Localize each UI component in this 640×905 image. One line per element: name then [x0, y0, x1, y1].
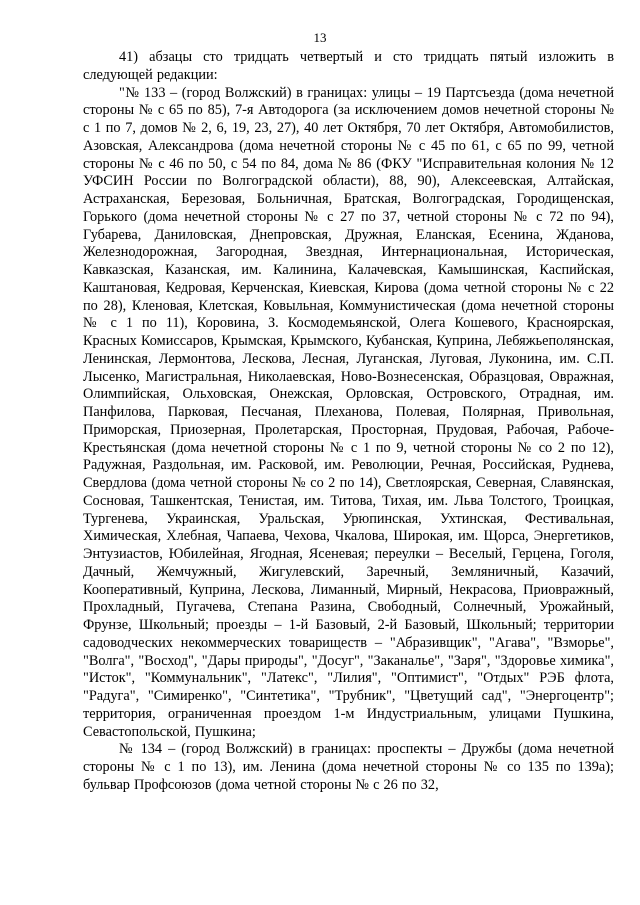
paragraph-district-134: № 134 – (город Волжский) в границах: проспекты – Дружбы (дома нечетной стороны № с 1 по 13), им. Ленина (дома нечетной стороны № со 135 по 139а); бульвар Профсоюзов (дома четной стороны № с 26 по 32, [83, 741, 614, 793]
paragraph-amendment-41: 41) абзацы сто тридцать четвертый и сто тридцать пятый изложить в следующей редакции: [83, 49, 614, 83]
document-body [83, 49, 614, 795]
page-number: 13 [313, 30, 327, 45]
paragraph-district-133: "№ 133 – (город Волжский) в границах: улицы – 19 Партсъезда (дома нечетной стороны № с 65 по 85), 7-я Автодорога (за исключением домов нечетной стороны № с 1 по 7, домов № 2, 6, 19, 23, 27), 40 лет Октября, 70 лет Октября, Автомобилистов, Азовская, Александрова (дома нечетной стороны № с 45 по 61, с 65 по 99, четной стороны № с 46 по 50, с 54 по 84, дома № 86 (ФКУ "Исправительная колония № 12 УФСИН России по Волгоградской области), 88, 90), Алексеевская, Алтайская, Астраханская, Березовая, Больничная, Братская, Волгоградская, Городищенская, Горького (дома нечетной стороны № с 27 по 37, четной стороны № с 72 по 94), Губарева, Даниловская, Днепровская, Дружная, Еланская, Есенина, Жданова, Железнодорожная, Загородная, Звездная, Интернациональная, Историческая, Кавказская, Казанская, им. Калинина, Калачевская, Камышинская, Каспийская, Каштановая, Кедровая, Керченская, Киевская, Кирова (дома четной стороны № с 22 по 28), Кленовая, Клетская, Ковыльная, Коммунистическая (дома нечетной стороны № с 1 по 11), Коровина, З. Космодемьянской, Олега Кошевого, Красноярская, Красных Комиссаров, Крымская, Крымского, Кубанская, Куприна, Лебяжьеполянская, Ленинская, Лермонтова, Лескова, Лесная, Луганская, Луговая, Луконина, им. С.П. Лысенко, Магистральная, Николаевская, Ново-Вознесенская, Образцовая, Овражная, Олимпийская, Ольховская, Онежская, Орловская, Островского, Отрадная, им. Панфилова, Парковая, Песчаная, Плеханова, Полевая, Полярная, Привольная, Приморская, Приозерная, Пролетарская, Просторная, Прудовая, Рабочая, Рабоче-Крестьянская (дома нечетной стороны № с 1 по 9, четной стороны № со 2 по 12), Радужная, Раздольная, им. Расковой, им. Революции, Речная, Российская, Руднева, Свердлова (дома четной стороны № со 2 по 14), Светлоярская, Северная, Славянская, Сосновая, Ташкентская, Тенистая, им. Титова, Тихая, им. Льва Толстого, Троицкая, Тургенева, Украинская, Уральская, Урюпинская, Ухтинская, Фестивальная, Химическая, Хлебная, Чапаева, Чехова, Чкалова, Широкая, им. Щорса, Энергетиков, Энтузиастов, Юбилейная, Ягодная, Ясеневая; переулки – Веселый, Герцена, Гоголя, Дачный, Жемчужный, Жигулевский, Заречный, Земляничный, Казачий, Кооперативный, Куприна, Лескова, Лиманный, Мирный, Некрасова, Приовражный, Прохладный, Пугачева, Степана Разина, Свободный, Солнечный, Урожайный, Фрунзе, Школьный; проезды – 1-й Базовый, 2-й Базовый, Школьный; территории садоводческих некоммерческих товариществ – "Абразивщик", "Агава", "Взморье", "Волга", "Восход", "Дары природы", "Досуг", "Заканалье", "Заря", "Здоровье химика", "Исток", "Коммунальник", "Латекс", "Лилия", "Оптимист", "Отдых" РЭБ флота, "Радуга", "Симиренко", "Синтетика", "Трубник", "Цветущий сад", "Энергоцентр"; территория, ограниченная проездом 1-м Индустриальным, улицами Пушкина, Севастопольской, Пушкина; [83, 84, 614, 740]
